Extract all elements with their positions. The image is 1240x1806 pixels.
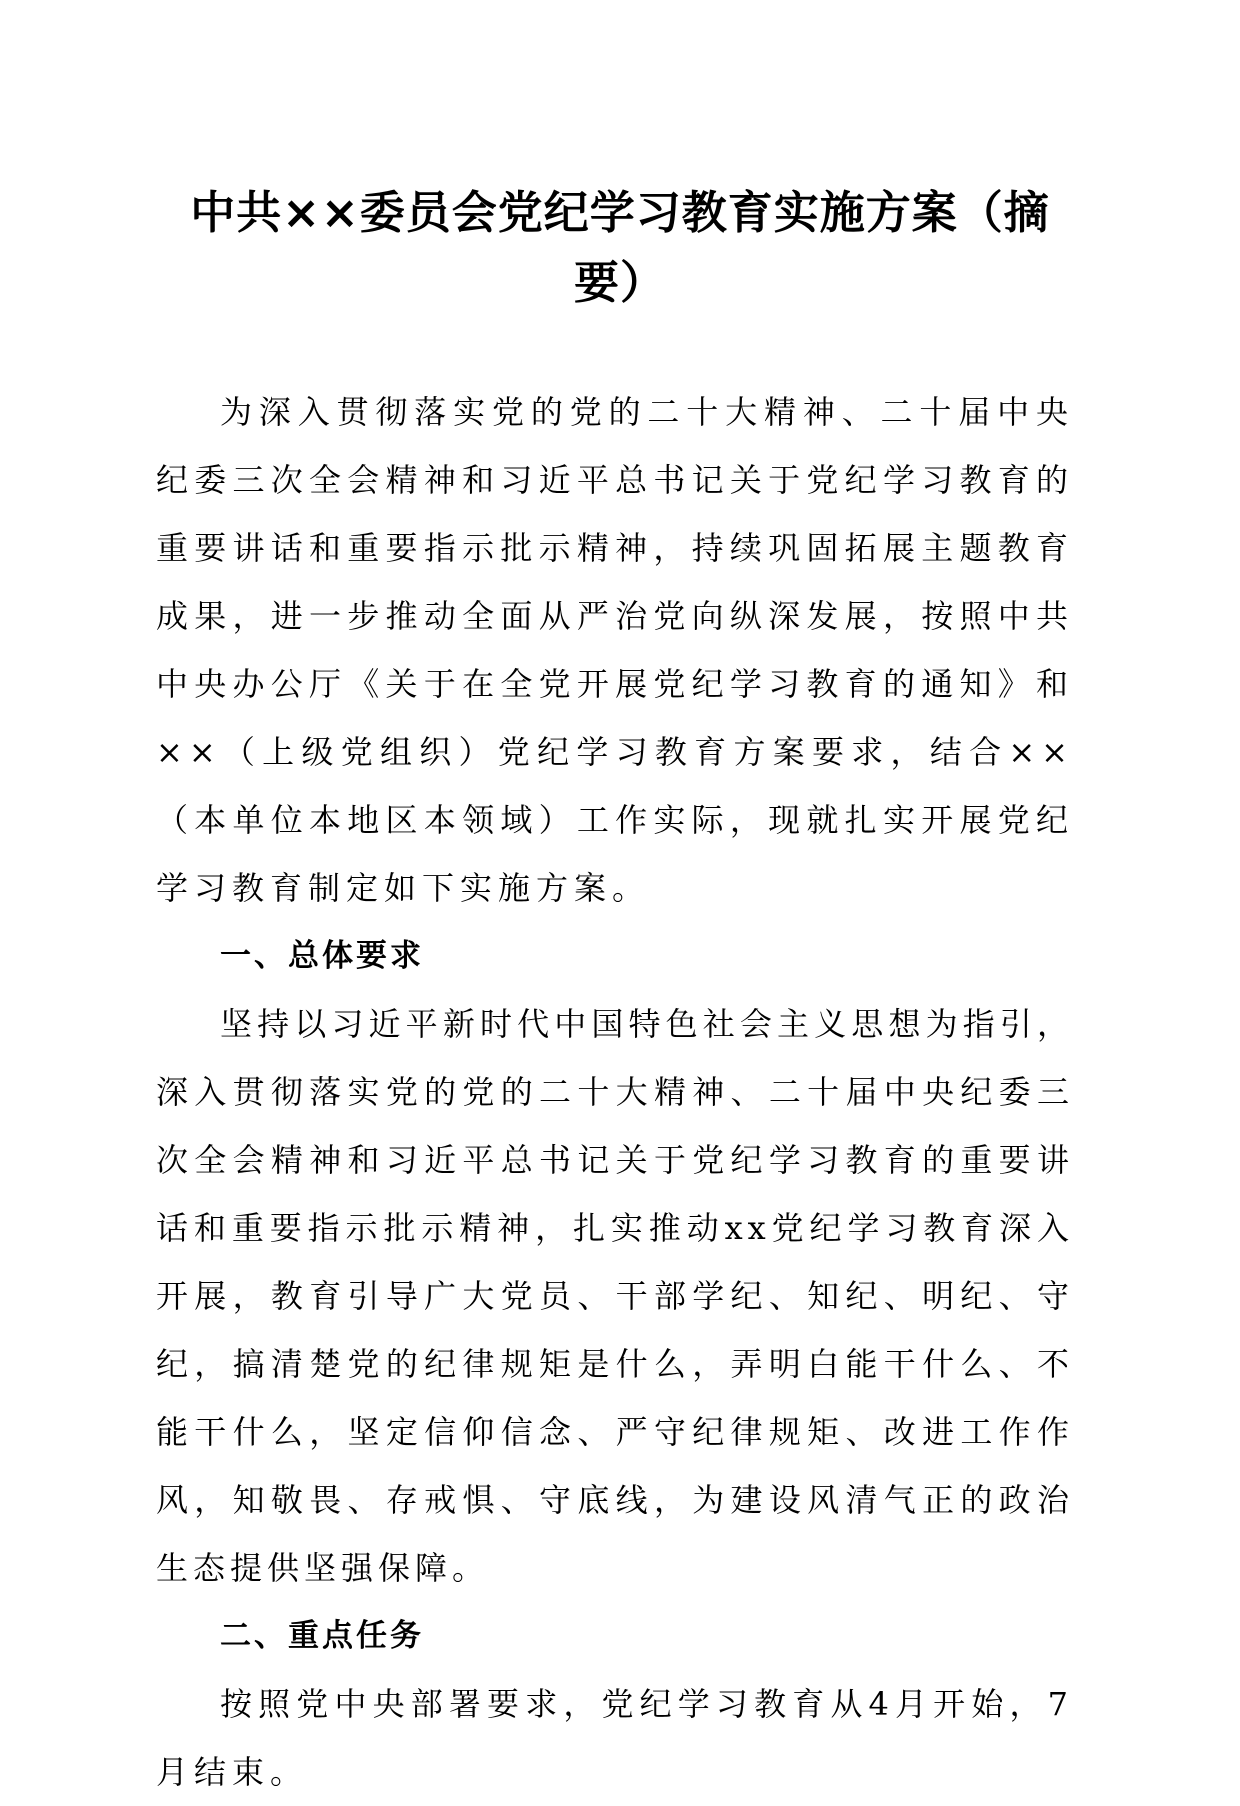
document-title: 中共××委员会党纪学习教育实施方案（摘要） [190, 186, 1050, 309]
section-heading-key-tasks: 二、重点任务 [220, 1618, 424, 1654]
key-tasks-paragraph: 按照党中央部署要求，党纪学习教育从4月开始，7月结束。 [156, 1685, 1074, 1791]
intro-paragraph: 为深入贯彻落实党的党的二十大精神、二十届中央纪委三次全会精神和习近平总书记关于党纪学习教育的重要讲话和重要指示批示精神，持续巩固拓展主题教育成果，进一步推动全面从严治党向纵深发展，按照中共中央办公厅《关于在全党开展党纪学习教育的通知》和××（上级党组织）党纪学习教育方案要求，结合××（本单位本地区本领域）工作实际，现就扎实开展党纪学习教育制定如下实施方案。 [156, 393, 1074, 907]
document-body [156, 378, 1074, 1806]
general-requirements-paragraph: 坚持以习近平新时代中国特色社会主义思想为指引，深入贯彻落实党的党的二十大精神、二十届中央纪委三次全会精神和习近平总书记关于党纪学习教育的重要讲话和重要指示批示精神，扎实推动xx党纪学习教育深入开展，教育引导广大党员、干部学纪、知纪、明纪、守纪，搞清楚党的纪律规矩是什么，弄明白能干什么、不能干什么，坚定信仰信念、严守纪律规矩、改进工作作风，知敬畏、存戒惧、守底线，为建设风清气正的政治生态提供坚强保障。 [156, 1005, 1074, 1587]
section-heading-general-requirements: 一、总体要求 [220, 938, 424, 974]
